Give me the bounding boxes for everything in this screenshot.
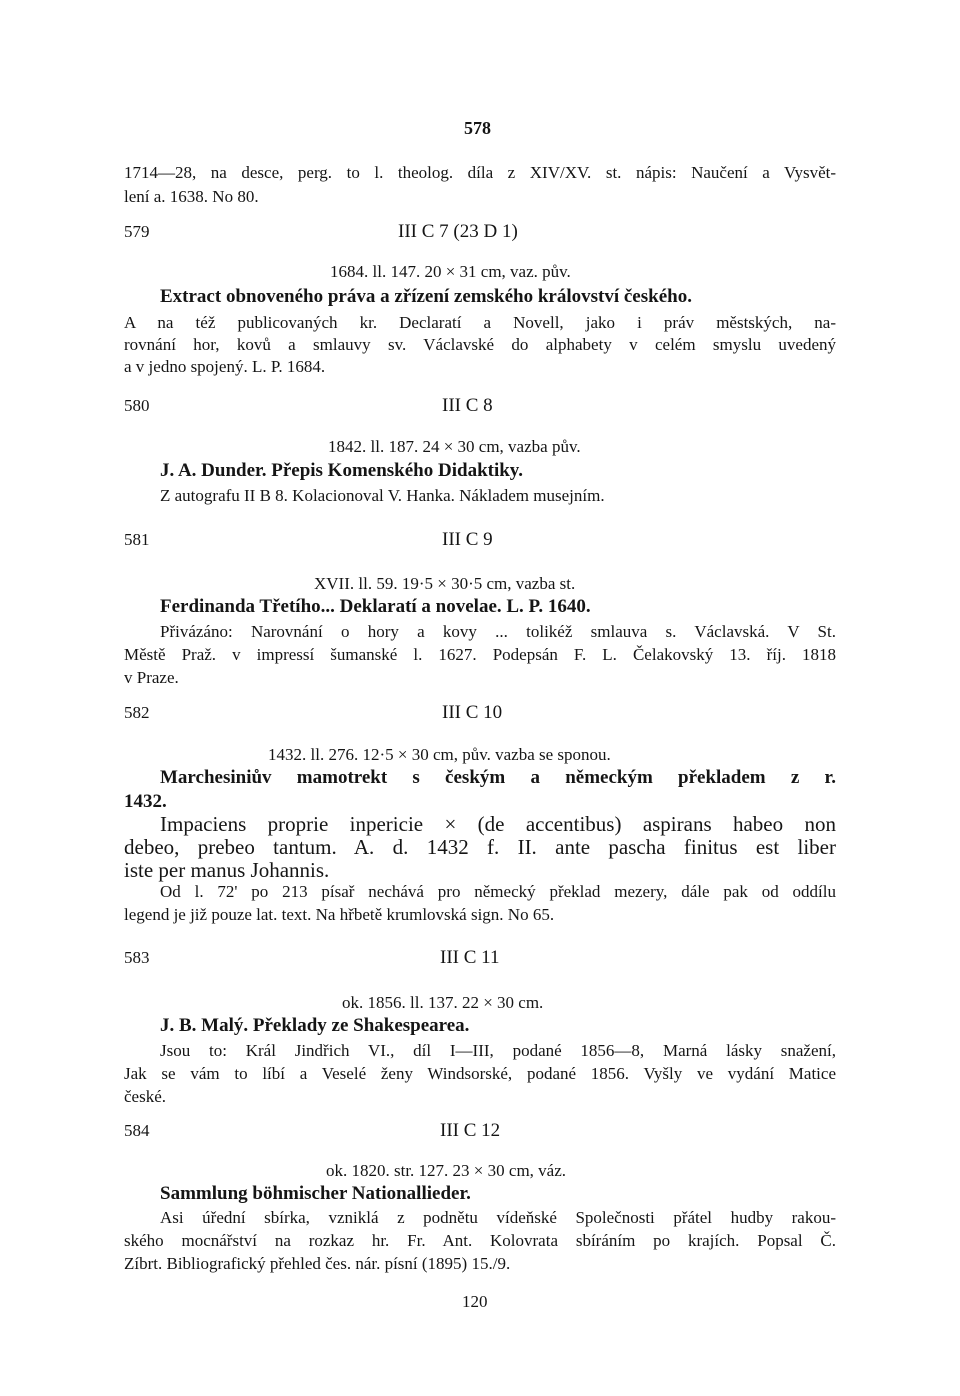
- incipit-582-line-1: Impaciens proprie inpericie × (de accentibus) aspirans habeo non: [160, 812, 836, 836]
- page-top-number: 578: [464, 118, 491, 138]
- physical-desc-581: XVII. ll. 59. 19·5 × 30·5 cm, vazba st.: [314, 574, 576, 593]
- shelf-signature-580: III C 8: [442, 395, 493, 416]
- desc-583-line-1: Jsou to: Král Jindřich VI., díl I—III, podané 1856—8, Marná lásky snažení,: [160, 1041, 836, 1060]
- physical-desc-580: 1842. ll. 187. 24 × 30 cm, vazba pův.: [328, 437, 581, 456]
- title-580-line-1: J. A. Dunder. Přepis Komenského Didaktiky.: [160, 460, 524, 481]
- physical-desc-584: ok. 1820. str. 127. 23 × 30 cm, váz.: [326, 1161, 567, 1180]
- physical-desc-582: 1432. ll. 276. 12·5 × 30 cm, pův. vazba se sponou.: [268, 745, 611, 764]
- shelf-signature-581: III C 9: [442, 529, 493, 550]
- title-581-line-1: Ferdinanda Třetího... Deklaratí a novelae. L. P. 1640.: [160, 596, 591, 617]
- entry-578-cont-line-1: 1714—28, na desce, perg. to l. theolog. díla z XIV/XV. st. nápis: Naučení a Vysvět-: [124, 163, 836, 182]
- title-579-line-1: Extract obnoveného práva a zřízení zemského království českého.: [160, 286, 692, 307]
- shelf-signature-584: III C 12: [440, 1120, 501, 1141]
- desc-582-line-2: legend je již pouze lat. text. Na hřbetě krumlovská sign. No 65.: [124, 905, 555, 924]
- desc-580-line-1: Z autografu II B 8. Kolacionoval V. Hanka. Nákladem musejním.: [160, 486, 605, 505]
- entry-number-581: 581: [124, 530, 150, 549]
- physical-desc-579: 1684. ll. 147. 20 × 31 cm, vaz. pův.: [330, 262, 571, 281]
- desc-583-line-3: české.: [124, 1087, 167, 1106]
- title-584-line-1: Sammlung böhmischer Nationallieder.: [160, 1183, 471, 1204]
- desc-579-line-3: a v jedno spojený. L. P. 1684.: [124, 357, 326, 376]
- entry-number-584: 584: [124, 1121, 150, 1140]
- desc-579-line-1: A na též publicovaných kr. Declaratí a Novell, jako i práv městských, na-: [124, 313, 836, 332]
- desc-584-line-1: Asi úřední sbírka, vzniklá z podnětu vídeňské Společnosti přátel hudby rakou-: [160, 1208, 836, 1227]
- physical-desc-583: ok. 1856. ll. 137. 22 × 30 cm.: [342, 993, 544, 1012]
- title-582-line-2: 1432.: [124, 791, 167, 812]
- desc-581-line-2: Městě Praž. v impressí šumanské l. 1627. Podepsán F. L. Čelakovský 13. říj. 1818: [124, 645, 836, 664]
- title-582-line-1: Marchesiniův mamotrekt s českým a německým překladem z r.: [160, 767, 836, 788]
- entry-number-580: 580: [124, 396, 150, 415]
- desc-582-line-1: Od l. 72' po 213 písař nechává pro německý překlad mezery, dále pak od oddílu: [160, 882, 836, 901]
- entry-number-579: 579: [124, 222, 150, 241]
- desc-581-line-1: Přivázáno: Narovnání o hory a kovy ... tolikéž smlauva s. Václavská. V St.: [160, 622, 836, 641]
- incipit-582-line-3: iste per manus Johannis.: [124, 858, 330, 882]
- shelf-signature-582: III C 10: [442, 702, 503, 723]
- shelf-signature-579: III C 7 (23 D 1): [398, 221, 518, 242]
- title-583-line-1: J. B. Malý. Překlady ze Shakespearea.: [160, 1015, 470, 1036]
- page-bottom-number: 120: [462, 1292, 488, 1311]
- shelf-signature-583: III C 11: [440, 947, 500, 968]
- desc-579-line-2: rovnání hor, kovů a smlauvy sv. Václavské do alphabety v celém smyslu uvedený: [124, 335, 836, 354]
- entry-number-582: 582: [124, 703, 150, 722]
- desc-583-line-2: Jak se vám to líbí a Veselé ženy Windsorské, podané 1856. Vyšly ve vydání Matice: [124, 1064, 836, 1083]
- desc-584-line-2: ského mocnářství na rozkaz hr. Fr. Ant. Kolovrata sbíráním po krajích. Popsal Č.: [124, 1231, 836, 1250]
- incipit-582-line-2: debeo, prebeo tantum. A. d. 1432 f. II. ante pascha finitus est liber: [124, 835, 836, 859]
- entry-578-cont-line-2: lení a. 1638. No 80.: [124, 187, 259, 206]
- desc-581-line-3: v Praze.: [124, 668, 179, 687]
- entry-number-583: 583: [124, 948, 150, 967]
- desc-584-line-3: Zíbrt. Bibliografický přehled čes. nár. písní (1895) 15./9.: [124, 1254, 511, 1273]
